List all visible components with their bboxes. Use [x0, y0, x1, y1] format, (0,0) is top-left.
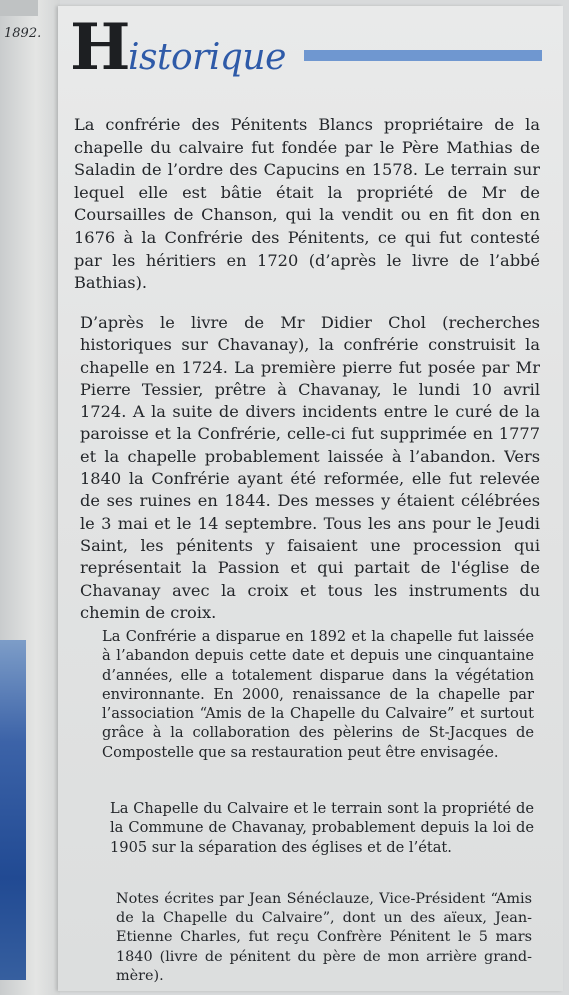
previous-panel-image [0, 640, 26, 980]
paragraph-4: La Chapelle du Calvaire et le terrain sont la propriété de la Commune de Chavanay, probablement depuis la loi de 1905 sur la séparation des églises et de l’état. [110, 800, 534, 856]
previous-panel-year: 1892. [4, 26, 42, 41]
paragraph-1: La confrérie des Pénitents Blancs propriétaire de la chapelle du calvaire fut fondée par le Père Mathias de Saladin de l’ordre des Capucins en 1578. Le terrain sur lequel elle est bâtie était la propriété de Mr de Coursailles de Chanson, qui la vendit ou en fit don en 1676 à la Confrérie des Pénitents, ce qui fut contesté par les héritiers en 1720 (d’après le livre de l’abbé Bathias). [74, 115, 540, 293]
previous-panel-tab [0, 0, 38, 16]
title-initial: H [70, 10, 131, 85]
title-text: istorique [128, 37, 286, 78]
paragraph-5: Notes écrites par Jean Sénéclauze, Vice-Président “Amis de la Chapelle du Calvaire”, dont un des aïeux, Jean-Etienne Charles, fut reçu Confrère Pénitent le 5 mars 1840 (livre de pénitent du père de mon arrière grand-mère). [116, 891, 532, 984]
title-rule [304, 50, 542, 61]
paragraph-3: La Confrérie a disparue en 1892 et la chapelle fut laissée à l’abandon depuis cette date et depuis une cinquantaine d’années, elle a totalement disparue dans la végétation environnante. En 2000, renaissance de la chapelle par l’association “Amis de la Chapelle du Calvaire” et surtout grâce à la collaboration des pèlerins de St-Jacques de Compostelle que sa restauration peut être envisagée. [102, 628, 534, 761]
paragraph-2: D’après le livre de Mr Didier Chol (recherches historiques sur Chavanay), la confrérie construisit la chapelle en 1724. La première pierre fut posée par Mr Pierre Tessier, prêtre à Chavanay, le lundi 10 avril 1724. A la suite de divers incidents entre le curé de la paroisse et la Confrérie, celle-ci fut supprimée en 1777 et la chapelle probablement laissée à l’abandon. Vers 1840 la Confrérie ayant été reformée, elle fut relevée de ses ruines en 1844. Des messes y étaient célébrées le 3 mai et le 14 septembre. Tous les ans pour le Jeudi Saint, les pénitents y faisaient une procession qui représentait la Passion et qui partait de l'église de Chavanay avec la croix et tous les instruments du chemin de croix. [80, 313, 540, 622]
